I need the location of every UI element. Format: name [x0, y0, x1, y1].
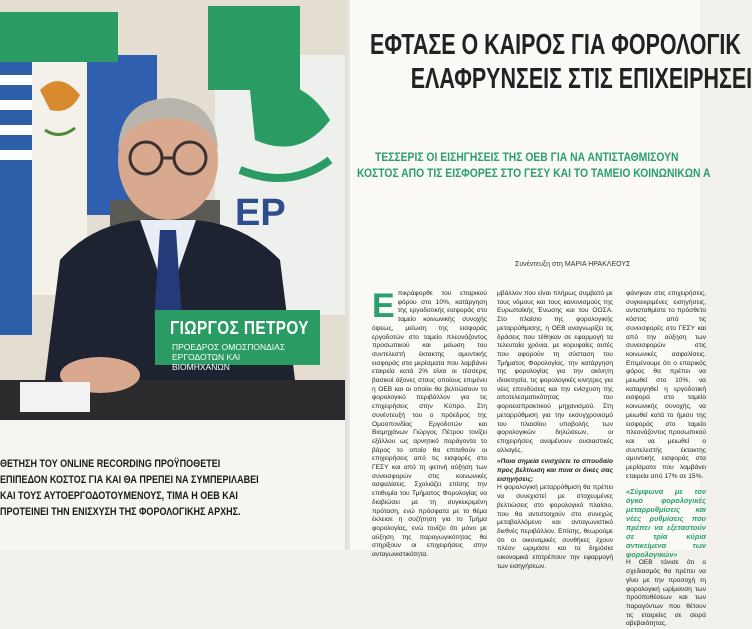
article-column-1 — [372, 287, 487, 560]
green-accent-block-top-left — [0, 12, 118, 62]
caption-role: ΠΡΟΕΔΡΟΣ ΟΜΟΣΠΟΝΔΙΑΣ ΕΡΓΟΔΟΤΩΝ ΚΑΙ ΒΙΟΜΗΧΑΝΩΝ — [172, 342, 286, 372]
column-2-text: μβάλλον που είναι πλήρως συμβατό με τους νόμους και τους κανονισμούς της Ευρωπαϊκής Ένωσης και του ΟΟΣΑ. Στο πλαίσιο της φορολογικής μεταρρύθμισης, η ΟΕΒ αναγνωρίζει τις δράσεις που τέθηκαν σε εφαρμογή τα τελευταία χρόνια, με κορυφαίες αυτές που αφορούν τη σύσταση του Τμήματος Φορολογίας, την κατάργηση της φορολογίας για την ακίνητη ιδιοκτησία, τις φορολογικές κινητρες για νέες επενδύσεις και την ενίσχυση της αποτελεσματικότητας του φοροεισπρακτικού μηχανισμού. Στη μεταρρύθμιση για την εκσυγχρονισμό του πλαισίου υποβολής των φορολογικών δηλώσεων, οι επιχειρήσεις αναμένουν ουσιαστικές αλλαγές. — [497, 290, 613, 454]
column-3-text-2: Η ΟΕΒ τόνισε ότι ο σχεδιασμός θα πρέπει να γίνει με την προσοχή τη φορολογική ωρίμανση των προϋποθέσεων και των παραγόντων που θέτουν τις εταιρείες σε σειρά αβεβαιότητας. — [626, 559, 706, 628]
article-subtitle — [357, 150, 711, 182]
article-column-2 — [497, 290, 613, 572]
article-title-line2: ΕΛΑΦΡΥΝΣΕΙΣ ΣΤΙΣ ΕΠΙΧΕΙΡΗΣΕΙ — [410, 63, 752, 95]
svg-text:EP: EP — [235, 192, 286, 234]
pull-quote: «Σύμφωνα με τον όγκο φορολογικές μεταρρυθμίσεις και νέες ρυθμίσεις που πρέπει να εξεταστούν σε τρία κύρια αντικείμενα των φορολογικών» — [626, 487, 706, 560]
article-column-3 — [626, 290, 706, 629]
left-page-pull-text: ΘΕΤΗΣΗ ΤΟΥ ONLINE RECORDING ΠΡΟΫΠΟΘΕΤΕΙ ΕΠΙΠΕΔΟΝ ΚΟΣΤΟΣ ΓΙΑ ΚΑΙ ΘΑ ΠΡΕΠΕΙ ΝΑ ΣΥΜΠΕΡΙΛΑΒΕΙ ΚΑΙ ΤΟΥΣ ΑΥΤΟΕΡΓΟΔΟΤΟΥΜΕΝΟΥΣ, ΤΙΜΑ Η ΟΕΒ ΚΑΙ ΠΡΟΤΕΙΝΕΙ ΤΗΝ ΕΝΙΣΧΥΣΗ ΤΗΣ ΦΟΡΟΛΟΓΙΚΗΣ ΑΡΧΗΣ. — [0, 458, 259, 518]
caption-name: ΓΙΩΡΓΟΣ ΠΕΤΡΟΥ — [170, 318, 309, 338]
interview-question: «Ποια σημεία ενισχύετε το σπουδαίο προς βελτίωση και ποια οι δικές σας εισηγήσεις; — [497, 458, 613, 483]
column-3-text: φάνηκαν στις επιχειρήσεις, συγκεκριμένες εισηγήσεις, αντισταθμίστε το πρόσθετο κόστος από τις συνεισφορές στο ΓΕΣΥ και από την αύξηση των συνεισφορών στις κοινωνικές ασφαλίσεις. Επιμένουμε ότι ο επαρικός φόρος θα πρέπει να μειωθεί στο 10%, να καταργηθεί η εργοδοτική εισφορά στο ταμείο κοινωνικής συνοχής, να μειωθεί κατά το ήμισυ της εισφοράς στο ταμείο πλεονάζοντος προσωπικού και να μειωθεί ο συντελεστής έκτακτης αμυντικής εισφοράς στα μερίσματα που λαμβάνει εταιρεία από 17% σε 15%. — [626, 290, 706, 480]
drop-cap: Ε — [372, 287, 395, 325]
byline: Συνέντευξη στη ΜΑΡΙΑ ΗΡΑΚΛΕΟΥΣ — [515, 261, 631, 268]
article-title — [370, 28, 752, 96]
subtitle-line2: ΚΟΣΤΟΣ ΑΠΟ ΤΙΣ ΕΙΣΦΟΡΕΣ ΣΤΟ ΓΕΣΥ ΚΑΙ ΤΟ ΤΑΜΕΙΟ ΚΟΙΝΩΝΙΚΩΝ Α — [357, 168, 711, 180]
article-title-line1: ΕΦΤΑΣΕ Ο ΚΑΙΡΟΣ ΓΙΑ ΦΟΡΟΛΟΓΙΚ — [370, 29, 741, 61]
left-page — [0, 0, 350, 550]
column-2-answer: Η φορολογική μεταρρύθμιση θα πρέπει να συνεχιστεί με στοχευμένες βελτιώσεις στο φορολογικό πλαίσιο, που θα αντιστοιχούν στο συνεχώς μεταβαλλόμενο και ανταγωνιστικό διεθνές περιβάλλον. Επίσης, θεωρούμε ότι οι οικονομικές συνθήκες έχουν πλέον ωριμάσει και τα δημόσια οικονομικά επιτρέπουν την εφαρμογή των εισηγήσεων. — [497, 484, 613, 570]
column-1-text: πικράφορθε του επαρικού φόρου στο 10%, κατάργηση της εργοδοτικής εισφοράς στο ταμείο κοινωνικής συνοχής όψεως, μείωση της εισφοράς εργοδοτών στο ταμείο πλεονάζοντος προσωπικού και μείωση του συντελεστή έκτακτης αμυντικής εισφοράς στα μερίσματα που λαμβάνει εταιρεία κατά 2% είναι οι τέσσερις βασικοί άξονες στους οποίους επιμένει η ΟΕΒ και οι οποίοι θα βελτιώσουν το φορολογικό περιβάλλον για τις επιχειρήσεις στην Κύπρο. Στη συνέντευξή του ο πρόεδρος της Ομοσπονδίας Εργοδοτών και Βιομηχάνων Γιώργος Πέτρου τονίζει εξάλλου ως αρνητικό παράγοντα το βάρος το οποίο θα επιτεθούν οι επιχειρήσεις από τις εισφορές στο ΓΕΣΥ και από τη φετινή αύξηση των συνεισφορών στις κοινωνικές ασφαλίσεις. Σχολιάζει επίσης την επιθυμία του Τμήματος Φορολογίας να διαβιώσει με τη συγκεκριμένη πρόταση, ενώ πρόσφατα με το θέμα έκλεισε η συζήτηση για το Τμήμα φορολογίας, ενώ τονίζει ότι μόνο με αύξηση της παραγωγικότητας θα στηρίξουν οι επιχειρήσεις στην ανταγωνιστικότητα. — [372, 290, 487, 559]
green-accent-block-top-right — [208, 6, 300, 90]
subtitle-line1: ΤΕΣΣΕΡΙΣ ΟΙ ΕΙΣΗΓΗΣΕΙΣ ΤΗΣ ΟΕΒ ΓΙΑ ΝΑ ΑΝΤΙΣΤΑΘΜΙΣΟΥΝ — [375, 152, 679, 164]
